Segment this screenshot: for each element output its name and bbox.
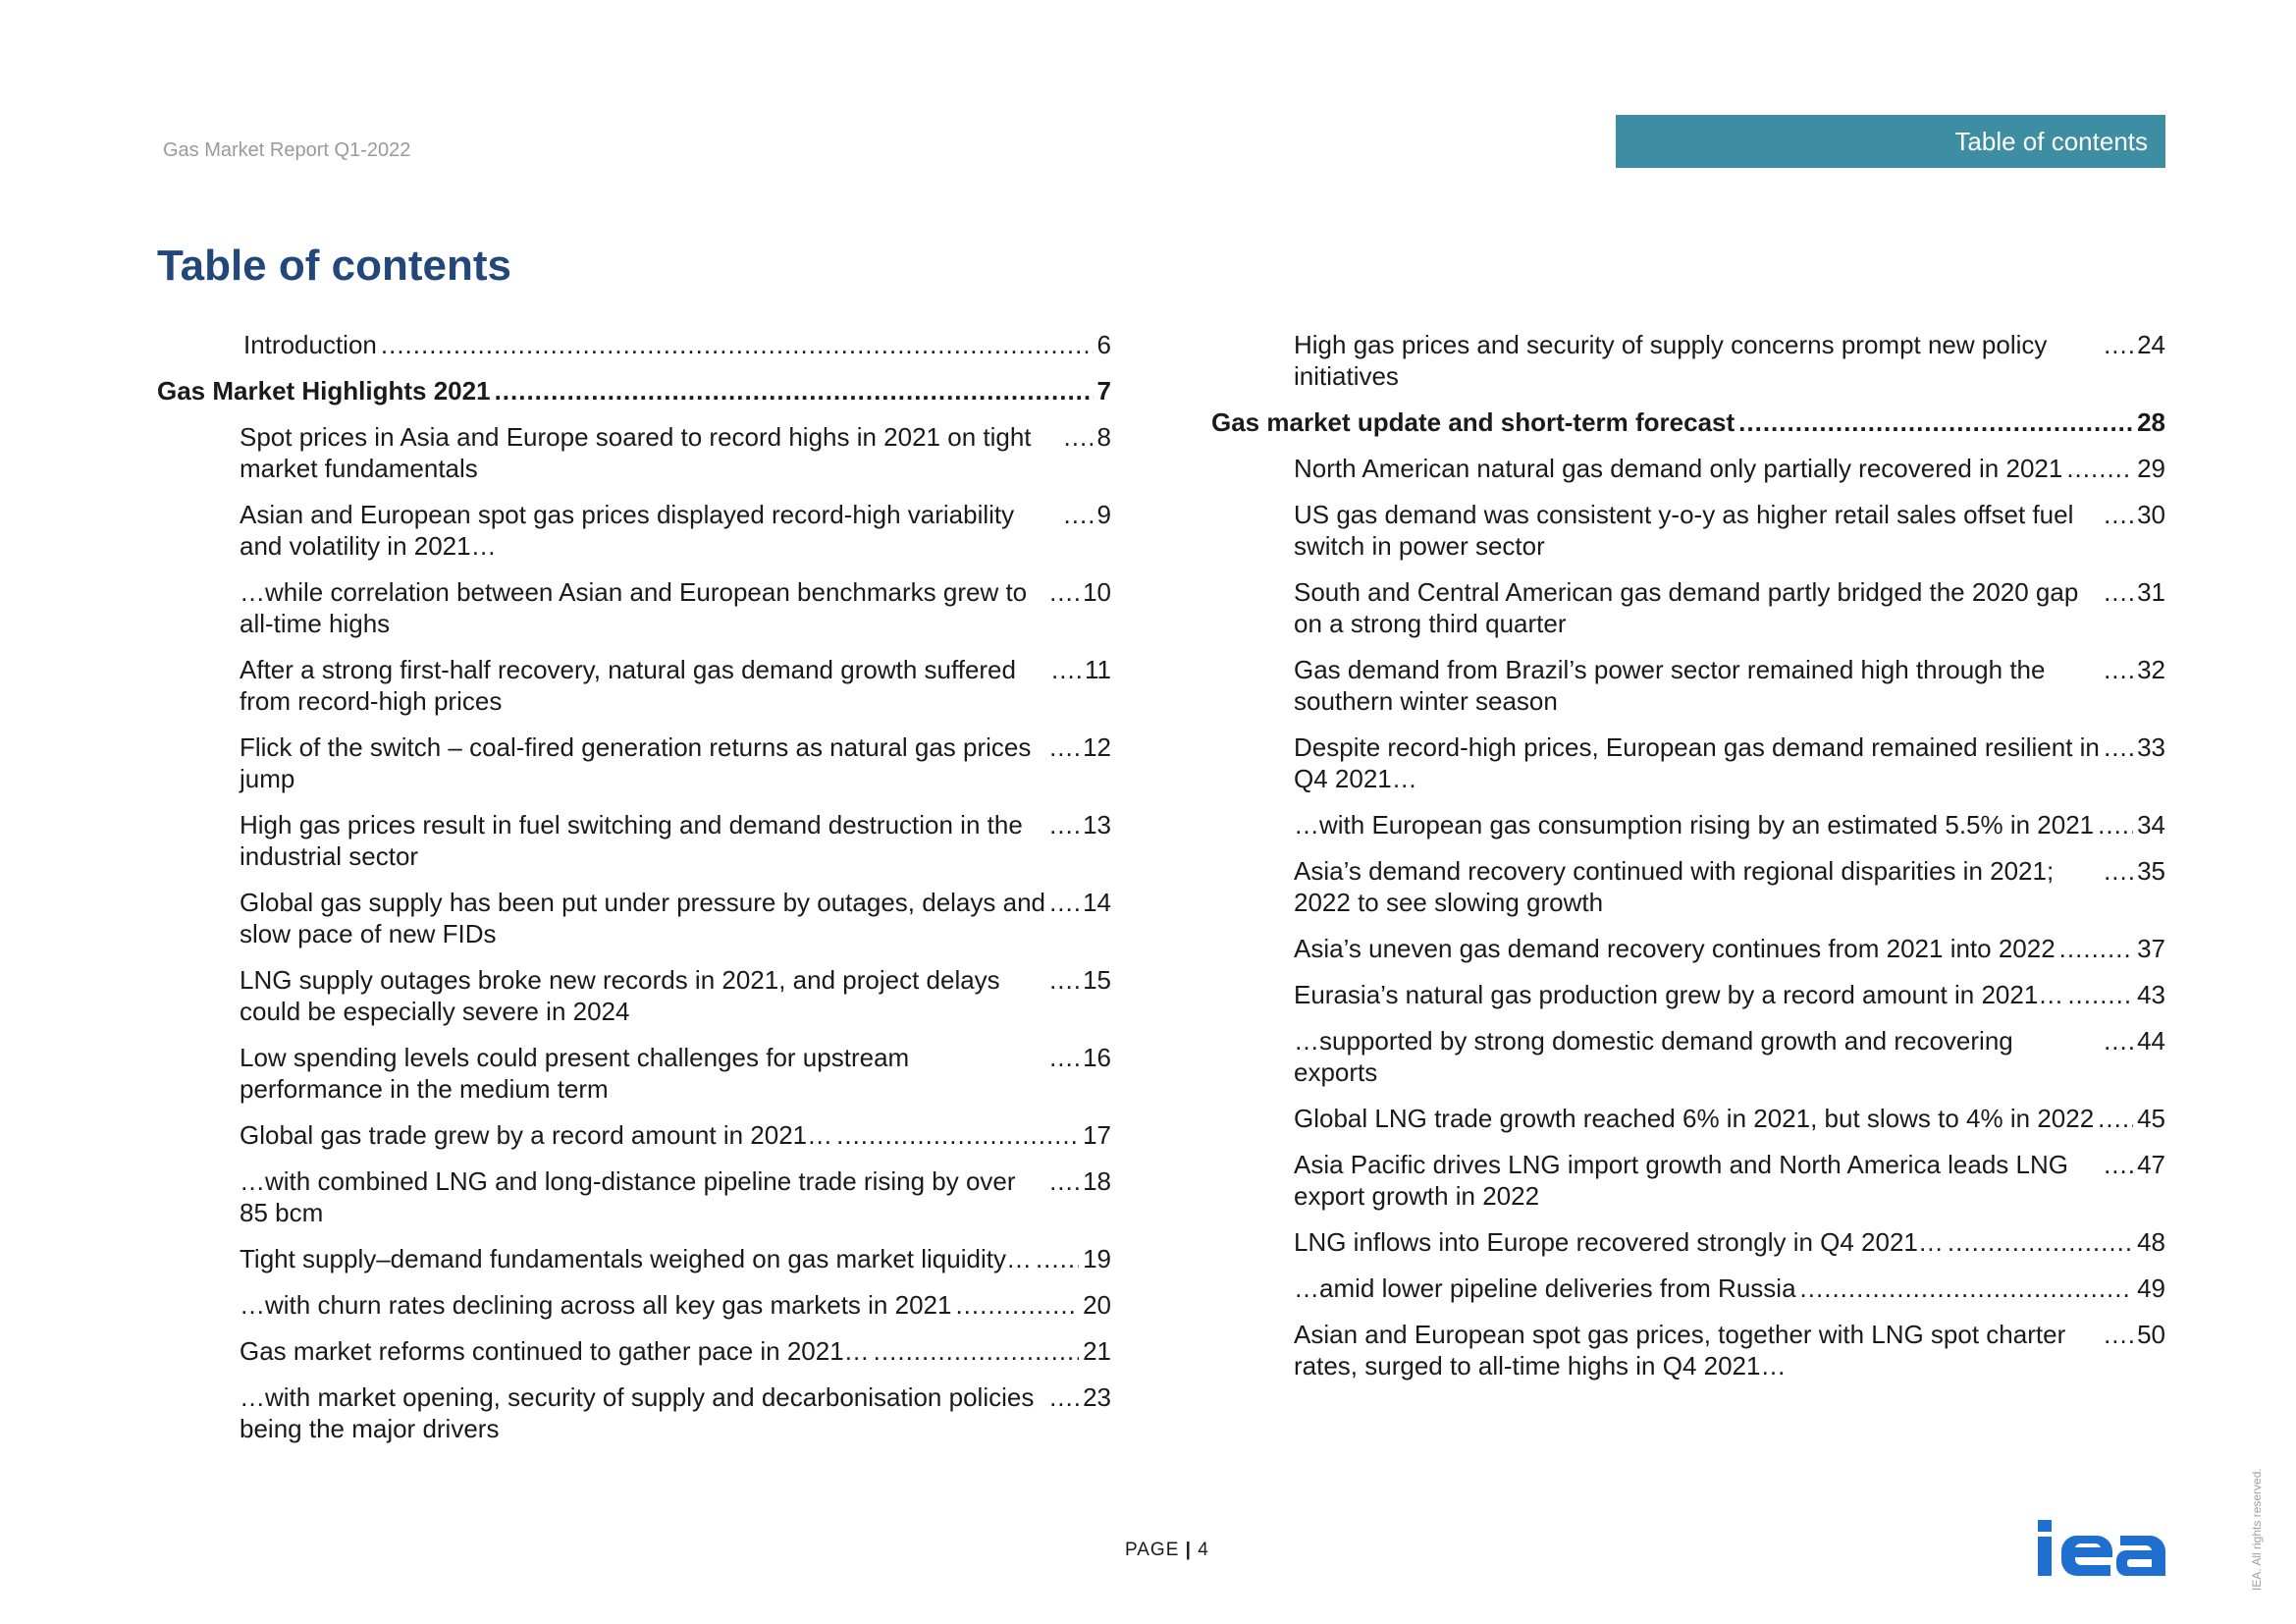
toc-entry[interactable] bbox=[1211, 731, 2165, 794]
toc-entry-line bbox=[1294, 1025, 2165, 1088]
toc-dot-leader bbox=[1036, 1243, 1079, 1274]
toc-dot-leader bbox=[2104, 1319, 2133, 1350]
logo-a bbox=[2116, 1536, 2165, 1576]
toc-entry[interactable] bbox=[157, 1289, 1111, 1321]
toc-entry-line bbox=[240, 1289, 1111, 1321]
toc-entry[interactable] bbox=[157, 1119, 1111, 1151]
toc-dot-leader bbox=[2066, 453, 2133, 484]
toc-entry-line bbox=[1294, 731, 2165, 794]
toc-entry-line bbox=[1294, 1103, 2165, 1134]
section-tab bbox=[1616, 115, 2165, 168]
toc-page-number: 21 bbox=[1083, 1336, 1111, 1366]
toc-page-number: 15 bbox=[1083, 965, 1111, 995]
toc-entry-line bbox=[1294, 453, 2165, 484]
toc-dot-leader bbox=[1948, 1226, 2133, 1258]
toc-dot-leader bbox=[836, 1119, 1079, 1151]
toc-dot-leader bbox=[2067, 979, 2133, 1010]
toc-dot-leader bbox=[1049, 964, 1079, 996]
toc-entry[interactable] bbox=[1211, 576, 2165, 639]
page-number-value: 4 bbox=[1198, 1540, 1209, 1560]
rights-notice: IEA. All rights reserved. bbox=[2250, 1468, 2264, 1591]
toc-entry[interactable] bbox=[1211, 499, 2165, 562]
toc-entry[interactable] bbox=[157, 887, 1111, 949]
toc-page-number: 14 bbox=[1083, 888, 1111, 917]
toc-entry[interactable] bbox=[1211, 453, 2165, 484]
toc-gap bbox=[157, 1151, 1111, 1165]
toc-gap bbox=[157, 360, 1111, 375]
toc-page-number: 12 bbox=[1083, 732, 1111, 762]
toc-dot-leader bbox=[2104, 576, 2133, 608]
toc-gap bbox=[1211, 717, 2165, 731]
toc-entry-title: After a strong first-half recovery, natural gas demand growth suffered from record-high prices bbox=[240, 655, 1016, 716]
toc-gap bbox=[157, 1367, 1111, 1381]
toc-entry-line bbox=[1211, 406, 2165, 438]
toc-page-number: 23 bbox=[1083, 1382, 1111, 1412]
toc-gap bbox=[1211, 1258, 2165, 1272]
toc-page-number: 45 bbox=[2137, 1104, 2165, 1133]
toc-entry[interactable] bbox=[1211, 329, 2165, 392]
toc-dot-leader bbox=[1049, 809, 1079, 840]
toc-gap bbox=[157, 562, 1111, 576]
toc-entry[interactable] bbox=[1211, 1272, 2165, 1304]
toc-entry-line bbox=[240, 731, 1111, 794]
toc-page-number: 44 bbox=[2137, 1026, 2165, 1056]
toc-entry-line bbox=[1294, 1272, 2165, 1304]
toc-page-number: 20 bbox=[1083, 1290, 1111, 1320]
toc-dot-leader bbox=[2104, 654, 2133, 685]
toc-entry[interactable] bbox=[157, 964, 1111, 1027]
toc-entry[interactable] bbox=[157, 499, 1111, 562]
toc-dot-leader bbox=[955, 1289, 1079, 1321]
toc-entry[interactable] bbox=[1211, 933, 2165, 964]
toc-entry-title: …with combined LNG and long-distance pipeline trade rising by over 85 bcm bbox=[240, 1166, 1016, 1227]
toc-dot-leader bbox=[2104, 855, 2133, 887]
toc-entry-line bbox=[1294, 933, 2165, 964]
toc-entry[interactable] bbox=[157, 329, 1111, 360]
toc-entry-title: Asian and European spot gas prices, together with LNG spot charter rates, surged to all-time highs in Q4 2021… bbox=[1294, 1320, 2066, 1380]
toc-gap bbox=[1211, 964, 2165, 979]
toc-entry-line bbox=[240, 654, 1111, 717]
toc-entry-line bbox=[240, 1335, 1111, 1367]
toc-page-number: 28 bbox=[2137, 407, 2165, 437]
toc-page-number: 50 bbox=[2137, 1320, 2165, 1349]
toc-dot-leader bbox=[1064, 421, 1094, 453]
toc-entry[interactable] bbox=[1211, 855, 2165, 918]
toc-dot-leader bbox=[1049, 1381, 1079, 1413]
toc-page-number: 33 bbox=[2137, 732, 2165, 762]
toc-dot-leader bbox=[2098, 809, 2133, 840]
toc-dot-leader bbox=[1800, 1272, 2134, 1304]
toc-entry-line bbox=[1294, 329, 2165, 392]
toc-entry-title: …with churn rates declining across all key gas markets in 2021 bbox=[240, 1290, 952, 1320]
toc-dot-leader bbox=[1064, 499, 1094, 530]
toc-gap bbox=[1211, 484, 2165, 499]
toc-entry[interactable] bbox=[157, 421, 1111, 484]
toc-entry[interactable] bbox=[1211, 809, 2165, 840]
toc-page-number: 32 bbox=[2137, 655, 2165, 684]
toc-page-number: 16 bbox=[1083, 1043, 1111, 1072]
toc-gap bbox=[157, 872, 1111, 887]
toc-entry-title: Asia’s uneven gas demand recovery continues from 2021 into 2022 bbox=[1294, 934, 2056, 963]
toc-entry-line bbox=[1294, 855, 2165, 918]
toc-gap bbox=[157, 1027, 1111, 1042]
toc-page-number: 11 bbox=[1085, 655, 1111, 684]
toc-entry-line bbox=[240, 964, 1111, 1027]
toc-entry-title: Global gas trade grew by a record amount in 2021… bbox=[240, 1120, 833, 1150]
toc-gap bbox=[1211, 392, 2165, 406]
toc-gap bbox=[157, 484, 1111, 499]
toc-entry-title: Introduction bbox=[243, 330, 377, 359]
toc-dot-leader bbox=[2104, 1149, 2133, 1180]
toc-entry-title: Flick of the switch – coal-fired generation returns as natural gas prices jump bbox=[240, 732, 1032, 793]
toc-gap bbox=[157, 949, 1111, 964]
toc-entry[interactable] bbox=[1211, 1149, 2165, 1212]
toc-entry-line bbox=[1294, 654, 2165, 717]
toc-entry[interactable] bbox=[1211, 1319, 2165, 1381]
logo-i-stem bbox=[2038, 1537, 2052, 1576]
toc-entry-line bbox=[1294, 1319, 2165, 1381]
toc-entry-line bbox=[240, 421, 1111, 484]
toc-dot-leader bbox=[1051, 654, 1081, 685]
toc-entry[interactable] bbox=[157, 654, 1111, 717]
toc-entry-line bbox=[240, 809, 1111, 872]
toc-page-number: 49 bbox=[2137, 1273, 2165, 1303]
toc-entry[interactable] bbox=[1211, 1025, 2165, 1088]
toc-entry[interactable] bbox=[1211, 979, 2165, 1010]
toc-section-heading[interactable] bbox=[1211, 406, 2165, 438]
toc-entry-title: Eurasia’s natural gas production grew by a record amount in 2021… bbox=[1294, 980, 2064, 1009]
toc-entry-title: Gas Market Highlights 2021 bbox=[157, 376, 491, 406]
toc-entry[interactable] bbox=[1211, 654, 2165, 717]
toc-entry[interactable] bbox=[157, 576, 1111, 639]
logo-i-dot bbox=[2038, 1520, 2052, 1532]
toc-gap bbox=[157, 1321, 1111, 1335]
toc-entry-line bbox=[240, 887, 1111, 949]
toc-entry-title: Spot prices in Asia and Europe soared to record highs in 2021 on tight market fundamentals bbox=[240, 422, 1032, 483]
toc-entry-line bbox=[240, 1165, 1111, 1228]
toc-entry-title: …while correlation between Asian and European benchmarks grew to all-time highs bbox=[240, 577, 1028, 638]
toc-gap bbox=[157, 1228, 1111, 1243]
toc-page-number: 13 bbox=[1083, 810, 1111, 839]
toc-gap bbox=[1211, 1088, 2165, 1103]
toc-entry-line bbox=[1294, 979, 2165, 1010]
toc-entry-line bbox=[157, 375, 1111, 406]
toc-entry-title: Gas demand from Brazil’s power sector remained high through the southern winter season bbox=[1294, 655, 2046, 716]
toc-page-number: 37 bbox=[2137, 934, 2165, 963]
toc-page-number: 29 bbox=[2137, 454, 2165, 483]
toc-gap bbox=[157, 794, 1111, 809]
toc-entry-title: Global gas supply has been put under pressure by outages, delays and slow pace of new FIDs bbox=[240, 888, 1045, 948]
toc-gap bbox=[1211, 1134, 2165, 1149]
toc-gap bbox=[157, 639, 1111, 654]
toc-entry-title: …amid lower pipeline deliveries from Russia bbox=[1294, 1273, 1796, 1303]
toc-entry-title: Gas market update and short-term forecast bbox=[1211, 407, 1735, 437]
toc-entry[interactable] bbox=[157, 1335, 1111, 1367]
toc-page-number: 48 bbox=[2137, 1227, 2165, 1257]
toc-entry-title: Global LNG trade growth reached 6% in 2021, but slows to 4% in 2022 bbox=[1294, 1104, 2095, 1133]
toc-gap bbox=[157, 717, 1111, 731]
toc-dot-leader bbox=[1049, 887, 1079, 918]
toc-dot-leader bbox=[2104, 1025, 2133, 1056]
page-title: Table of contents bbox=[157, 242, 511, 290]
toc-entry-title: LNG inflows into Europe recovered strongly in Q4 2021… bbox=[1294, 1227, 1944, 1257]
toc-entry-title: Asia Pacific drives LNG import growth and North America leads LNG export growth in 2022 bbox=[1294, 1150, 2068, 1211]
toc-page-number: 10 bbox=[1083, 577, 1111, 607]
iea-logo bbox=[2038, 1520, 2167, 1579]
toc-entry-line bbox=[243, 329, 1111, 360]
toc-entry[interactable] bbox=[157, 809, 1111, 872]
toc-left-column bbox=[157, 329, 1111, 1444]
report-name: Gas Market Report Q1-2022 bbox=[163, 139, 411, 161]
toc-gap bbox=[1211, 794, 2165, 809]
toc-page-number: 31 bbox=[2137, 577, 2165, 607]
toc-section-heading[interactable] bbox=[157, 375, 1111, 406]
toc-entry-title: High gas prices result in fuel switching and demand destruction in the industrial sector bbox=[240, 810, 1023, 871]
toc-entry-title: South and Central American gas demand partly bridged the 2020 gap on a strong third quarter bbox=[1294, 577, 2079, 638]
toc-page-number: 19 bbox=[1083, 1244, 1111, 1273]
toc-entry-line bbox=[1294, 809, 2165, 840]
toc-entry[interactable] bbox=[1211, 1226, 2165, 1258]
toc-entry-title: Asian and European spot gas prices displayed record-high variability and volatility in 2021… bbox=[240, 500, 1015, 561]
toc-entry-title: North American natural gas demand only partially recovered in 2021 bbox=[1294, 454, 2063, 483]
toc-gap bbox=[157, 406, 1111, 421]
toc-gap bbox=[157, 1105, 1111, 1119]
toc-entry[interactable] bbox=[157, 731, 1111, 794]
toc-dot-leader bbox=[381, 329, 1094, 360]
toc-dot-leader bbox=[2104, 731, 2133, 763]
toc-entry[interactable] bbox=[1211, 1103, 2165, 1134]
toc-dot-leader bbox=[1049, 1042, 1079, 1073]
toc-entry-title: High gas prices and security of supply concerns prompt new policy initiatives bbox=[1294, 330, 2048, 391]
toc-entry-line bbox=[240, 499, 1111, 562]
toc-entry-line bbox=[240, 576, 1111, 639]
toc-entry-title: …supported by strong domestic demand growth and recovering exports bbox=[1294, 1026, 2013, 1087]
toc-dot-leader bbox=[495, 375, 1094, 406]
page-word: PAGE bbox=[1125, 1540, 1180, 1560]
toc-entry-title: Tight supply–demand fundamentals weighed on gas market liquidity… bbox=[240, 1244, 1032, 1273]
toc-page-number: 47 bbox=[2137, 1150, 2165, 1179]
toc-page-number: 6 bbox=[1096, 330, 1111, 359]
toc-gap bbox=[1211, 438, 2165, 453]
toc-entry-line bbox=[240, 1042, 1111, 1105]
toc-entry[interactable] bbox=[157, 1381, 1111, 1444]
toc-dot-leader bbox=[2059, 933, 2133, 964]
toc-page-number: 24 bbox=[2137, 330, 2165, 359]
toc-page-number: 17 bbox=[1083, 1120, 1111, 1150]
toc-entry-line bbox=[240, 1119, 1111, 1151]
toc-entry-line bbox=[240, 1243, 1111, 1274]
toc-page-number: 34 bbox=[2137, 810, 2165, 839]
toc-dot-leader bbox=[2098, 1103, 2133, 1134]
toc-gap bbox=[1211, 840, 2165, 855]
toc-page-number: 8 bbox=[1096, 422, 1111, 452]
logo-e bbox=[2061, 1536, 2112, 1576]
page-separator: | bbox=[1185, 1540, 1192, 1560]
toc-entry-title: Low spending levels could present challenges for upstream performance in the medium term bbox=[240, 1043, 910, 1104]
toc-page-number: 43 bbox=[2137, 980, 2165, 1009]
toc-entry-line bbox=[1294, 1149, 2165, 1212]
toc-page-number: 9 bbox=[1096, 500, 1111, 529]
toc-entry[interactable] bbox=[157, 1042, 1111, 1105]
toc-dot-leader bbox=[1049, 1165, 1079, 1197]
toc-entry-title: US gas demand was consistent y-o-y as higher retail sales offset fuel switch in power sector bbox=[1294, 500, 2074, 561]
toc-dot-leader bbox=[2104, 329, 2133, 360]
toc-entry-title: …with market opening, security of supply and decarbonisation policies being the major drivers bbox=[240, 1382, 1035, 1443]
toc-entry-line bbox=[240, 1381, 1111, 1444]
toc-entry-title: Despite record-high prices, European gas demand remained resilient in Q4 2021… bbox=[1294, 732, 2100, 793]
toc-entry[interactable] bbox=[157, 1243, 1111, 1274]
toc-entry-line bbox=[1294, 499, 2165, 562]
toc-page-number: 30 bbox=[2137, 500, 2165, 529]
toc-gap bbox=[1211, 918, 2165, 933]
page-number bbox=[1125, 1540, 1209, 1561]
toc-entry-line bbox=[1294, 1226, 2165, 1258]
toc-entry[interactable] bbox=[157, 1165, 1111, 1228]
toc-entry-title: Gas market reforms continued to gather pace in 2021… bbox=[240, 1336, 870, 1366]
toc-entry-title: Asia’s demand recovery continued with regional disparities in 2021; 2022 to see slowing growth bbox=[1294, 856, 2055, 917]
toc-dot-leader bbox=[2104, 499, 2133, 530]
toc-dot-leader bbox=[874, 1335, 1079, 1367]
toc-gap bbox=[157, 1274, 1111, 1289]
toc-entry-title: …with European gas consumption rising by an estimated 5.5% in 2021 bbox=[1294, 810, 2095, 839]
toc-entry-line bbox=[1294, 576, 2165, 639]
section-tab-label: Table of contents bbox=[1954, 126, 2148, 156]
toc-page-number: 18 bbox=[1083, 1166, 1111, 1196]
toc-dot-leader bbox=[1049, 731, 1079, 763]
toc-gap bbox=[1211, 1212, 2165, 1226]
toc-right-column bbox=[1211, 329, 2165, 1381]
toc-gap bbox=[1211, 1010, 2165, 1025]
toc-page-number: 35 bbox=[2137, 856, 2165, 886]
toc-page-number: 7 bbox=[1096, 376, 1111, 406]
toc-dot-leader bbox=[1049, 576, 1079, 608]
toc-entry-title: LNG supply outages broke new records in 2021, and project delays could be especially severe in 2024 bbox=[240, 965, 1000, 1026]
toc-gap bbox=[1211, 1304, 2165, 1319]
toc-gap bbox=[1211, 562, 2165, 576]
toc-dot-leader bbox=[1738, 406, 2133, 438]
toc-gap bbox=[1211, 639, 2165, 654]
